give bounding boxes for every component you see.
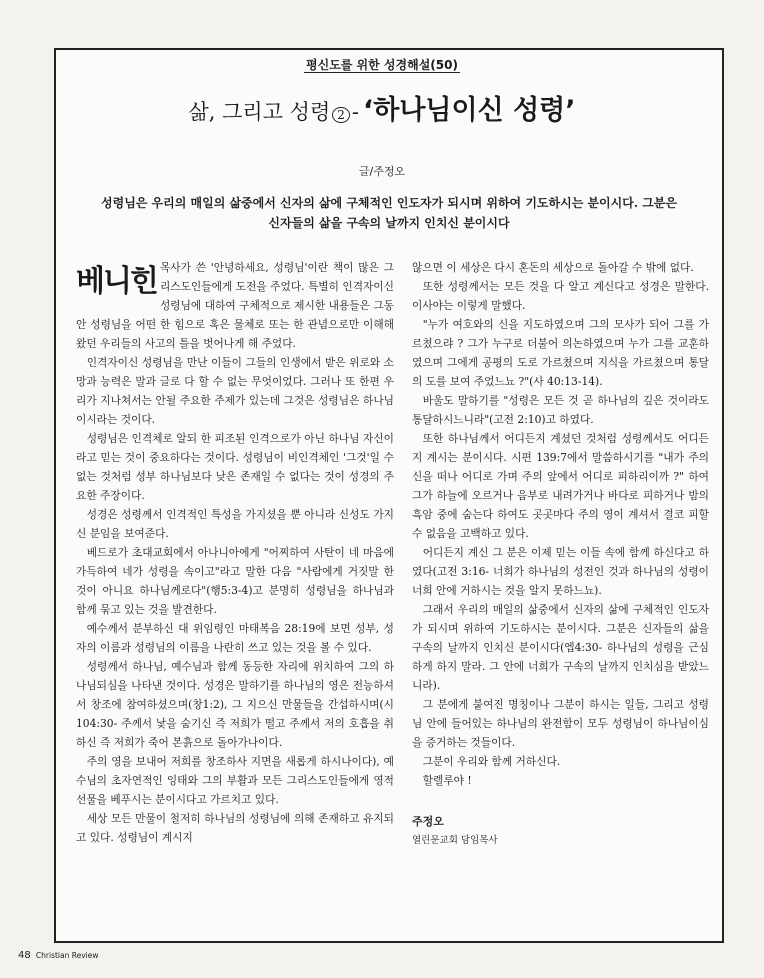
lead-summary: 성령님은 우리의 매일의 삶중에서 신자의 삶에 구체적인 인도자가 되시며 위하여 기도하시는 분이시다. 그분은 신자들의 삶을 구속의 날까지 인치신 분이시다 (101, 196, 677, 230)
closing-line: 할렐루야 ! (422, 774, 472, 787)
body-paragraph: 그 분에게 붙여진 명칭이나 그분이 하시는 일들, 그리고 성령님 안에 들어있는 하나님의 완전함이 모두 성령님이 하나님이심을 증거하는 것들이다. (412, 698, 709, 749)
title-dash: - (351, 100, 359, 124)
series-heading (0, 56, 764, 73)
magazine-name: Christian Review (35, 951, 99, 960)
body-paragraph: 베드로가 초대교회에서 아나니아에게 "어찌하여 사탄이 네 마음에 가득하여 네가 성령을 속이고"라고 말한 다음 "사람에게 거짓말 한 것이 아니요 하나님께로다"(행5:3-4)고 분명히 성령님을 하나님과 함께 묶고 있는 것을 발견한다. (76, 546, 394, 616)
body-paragraph: 인격자이신 성령님을 만난 이들이 그들의 인생에서 받은 위로와 소망과 능력은 말과 글로 다 할 수 없는 무엇이었다. 그러나 또 한편 우리가 지나쳐서는 안될 주요한 주제가 있는데 그것은 성령님은 하나님이시라는 것이다. (76, 356, 394, 426)
body-paragraph: 목사가 쓴 '안녕하세요, 성령님'이란 책이 많은 그리스도인들에게 도전을 주었다. 특별히 인격자이신 성령님에 대하여 구체적으로 제시한 내용들은 그동안 성령님을 어떤 한 힘으로 혹은 물체로 또는 한 관념으로만 이해해 왔던 우리들의 사고의 틀을 벗어나게 해 주었다. (76, 261, 394, 350)
title-part-number: 2 (332, 107, 350, 123)
title-main: 삶, 그리고 성령 (188, 100, 331, 124)
dropcap: 베니힌 (76, 264, 157, 299)
body-paragraph: 어디든지 계신 그 분은 이제 믿는 이들 속에 함께 하신다고 하였다(고전 3:16- 너희가 하나님의 성전인 것과 하나님의 성령이 너희 안에 거하시는 것을 알지 못하느뇨). (412, 546, 709, 597)
body-paragraph: 성령님은 인격체로 알되 한 피조된 인격으로가 아닌 하나님 자신이라고 믿는 것이 중요하다는 것이다. 성령님이 비인격체인 '그것'일 수 없는 것처럼 성부 하나님보다 낮은 존재일 수 없다는 것이 성경의 주요한 주장이다. (76, 432, 394, 502)
series-label: 평신도를 위한 성경해설(50) (306, 58, 458, 72)
body-paragraph: 또한 하나님께서 어디든지 계셨던 것처럼 성령께서도 어디든지 계시는 분이시다. 시편 139:7에서 말씀하시기를 "내가 주의 신을 떠나 어디로 가며 주의 앞에서 어디로 피하리이까 ?" 하여 그가 하늘에 오르거나 음부로 내려가거나 바다로 피하거나 밤의 흑암 중에 숨는다 하여도 곳곳마다 주의 영이 계셔서 결코 피할 수 없음을 고백하고 있다. (412, 432, 709, 540)
body-paragraph: 주의 영을 보내어 저희를 창조하사 지면을 새롭게 하시나이다), 예수님의 초자연적인 잉태와 그의 부활과 모든 그리스도인들에게 영적 선물을 베푸시는 분이시다고 가르치고 있다. (76, 755, 394, 806)
author-name: 주정오 (412, 815, 444, 828)
body-paragraph: 또한 성령께서는 모든 것을 다 알고 계신다고 성경은 말한다. 이사야는 이렇게 말했다. (412, 280, 709, 312)
body-paragraph: 않으면 이 세상은 다시 혼돈의 세상으로 돌아갈 수 밖에 없다. (412, 261, 694, 274)
body-paragraph: 그래서 우리의 매일의 삶중에서 신자의 삶에 구체적인 인도자가 되시며 위하여 기도하시는 분이시다. 그분은 신자들의 삶을 구속의 날까지 인치신 분이시다(엡4:30- 하나님의 성령을 근심하게 하지 말라. 그 안에 너희가 구속의 날까지 인치심을 받았느니라). (412, 603, 709, 692)
body-paragraph: 예수께서 분부하신 대 위임령인 마태복음 28:19에 보면 성부, 성자의 이름과 성령님의 이름을 나란히 쓰고 있는 것을 볼 수 있다. (76, 622, 394, 654)
right-column (412, 258, 709, 850)
byline: 글/주정오 (358, 165, 406, 178)
article-title (0, 88, 764, 127)
left-column (76, 258, 394, 847)
title-emphasis: ‘하나님이신 성령’ (363, 95, 576, 126)
author-block (412, 812, 709, 850)
body-paragraph: 그분이 우리와 함께 거하신다. (422, 755, 561, 768)
body-paragraph: 바울도 말하기를 "성령은 모든 것 곧 하나님의 깊은 것이라도 통달하시느니라"(고전 2:10)고 하였다. (412, 394, 709, 426)
author-role: 열린문교회 담임목사 (412, 835, 498, 846)
body-paragraph: 성경은 성령께서 인격적인 특성을 가지셨을 뿐 아니라 신성도 가지신 분임을 보여준다. (76, 508, 394, 540)
page-number: 48 (18, 950, 31, 961)
body-paragraph: 세상 모든 만물이 철저히 하나님의 성령님에 의해 존재하고 유지되고 있다. 성령님이 계시지 (76, 812, 394, 844)
body-paragraph: 성령께서 하나님, 예수님과 함께 동등한 자리에 위치하여 그의 하나님되심을 나타낸 것이다. 성경은 말하기를 하나님의 영은 전능하셔서 창조에 참여하셨으며(창1:2), 그 지으신 만물들을 간섭하시며(시104:30- 주께서 낯을 숨기신 즉 저희가 떨고 주께서 저의 호흡을 취하신 즉 저희가 죽어 본흙으로 돌아가나이다. (76, 660, 394, 749)
body-paragraph: "누가 여호와의 신을 지도하였으며 그의 모사가 되어 그를 가르쳤으랴 ? 그가 누구로 더불어 의논하였으며 누가 그를 교훈하였으며 그에게 공평의 도로 가르쳤으며 지식을 가르쳤으며 통달의 도를 보여 주었느뇨 ?"(사 40:13-14). (412, 318, 709, 388)
page-footer (18, 950, 99, 961)
